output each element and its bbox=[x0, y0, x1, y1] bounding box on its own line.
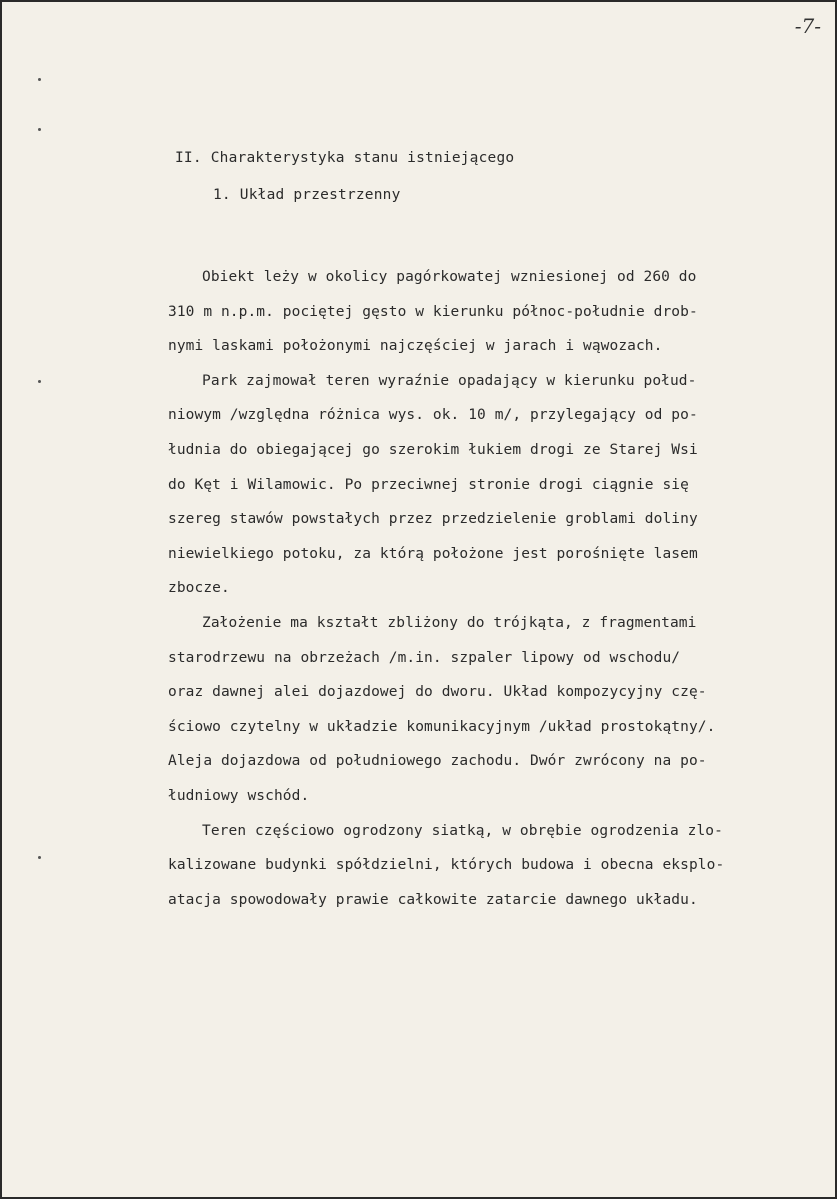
text-line: łudnia do obiegającej go szerokim łukiem drogi ze Starej Wsi bbox=[168, 441, 698, 458]
text-line: Aleja dojazdowa od południowego zachodu. Dwór zwrócony na po- bbox=[168, 753, 707, 770]
paragraph bbox=[168, 260, 818, 364]
text-line: łudniowy wschód. bbox=[168, 787, 310, 804]
text-line: niowym /względna różnica wys. ok. 10 m/, przylegający od po- bbox=[168, 407, 698, 424]
text-line: Obiekt leży w okolicy pagórkowatej wzniesionej od 260 do bbox=[202, 269, 697, 285]
text-line: niewielkiego potoku, za którą położone jest porośnięte lasem bbox=[168, 545, 698, 562]
text-line: kalizowane budynki spółdzielni, których budowa i obecna eksplo- bbox=[168, 857, 725, 874]
scan-mark bbox=[38, 380, 41, 383]
text-line: oraz dawnej alei dojazdowej do dworu. Układ kompozycyjny czę- bbox=[168, 684, 707, 701]
scan-mark bbox=[38, 78, 41, 81]
text-line: Założenie ma kształt zbliżony do trójkąta, z fragmentami bbox=[202, 614, 697, 631]
scan-mark bbox=[38, 128, 41, 131]
paragraph bbox=[168, 364, 818, 606]
text-line: starodrzewu na obrzeżach /m.in. szpaler lipowy od wschodu/ bbox=[168, 649, 681, 666]
document-body bbox=[168, 260, 818, 917]
text-line: Teren częściowo ogrodzony siatką, w obrębie ogrodzenia zlo- bbox=[202, 822, 723, 839]
paragraph bbox=[168, 606, 818, 814]
text-line: Park zajmował teren wyraźnie opadający w kierunku połud- bbox=[202, 372, 697, 389]
page-number: -7- bbox=[794, 14, 821, 38]
text-line: 310 m n.p.m. pociętej gęsto w kierunku północ-południe drob- bbox=[168, 303, 698, 320]
text-line: ściowo czytelny w układzie komunikacyjnym /układ prostokątny/. bbox=[168, 718, 716, 735]
text-line: atacja spowodowały prawie całkowite zatarcie dawnego układu. bbox=[168, 891, 698, 908]
text-line: nymi laskami położonymi najczęściej w jarach i wąwozach. bbox=[168, 338, 663, 355]
paragraph bbox=[168, 814, 818, 918]
text-line: do Kęt i Wilamowic. Po przeciwnej stronie drogi ciągnie się bbox=[168, 476, 689, 493]
text-line: szereg stawów powstałych przez przedzielenie groblami doliny bbox=[168, 511, 698, 528]
scan-mark bbox=[38, 856, 41, 859]
text-line: zbocze. bbox=[168, 580, 230, 597]
section-heading: II. Charakterystyka stanu istniejącego bbox=[175, 150, 515, 166]
section-subheading: 1. Układ przestrzenny bbox=[213, 187, 401, 203]
